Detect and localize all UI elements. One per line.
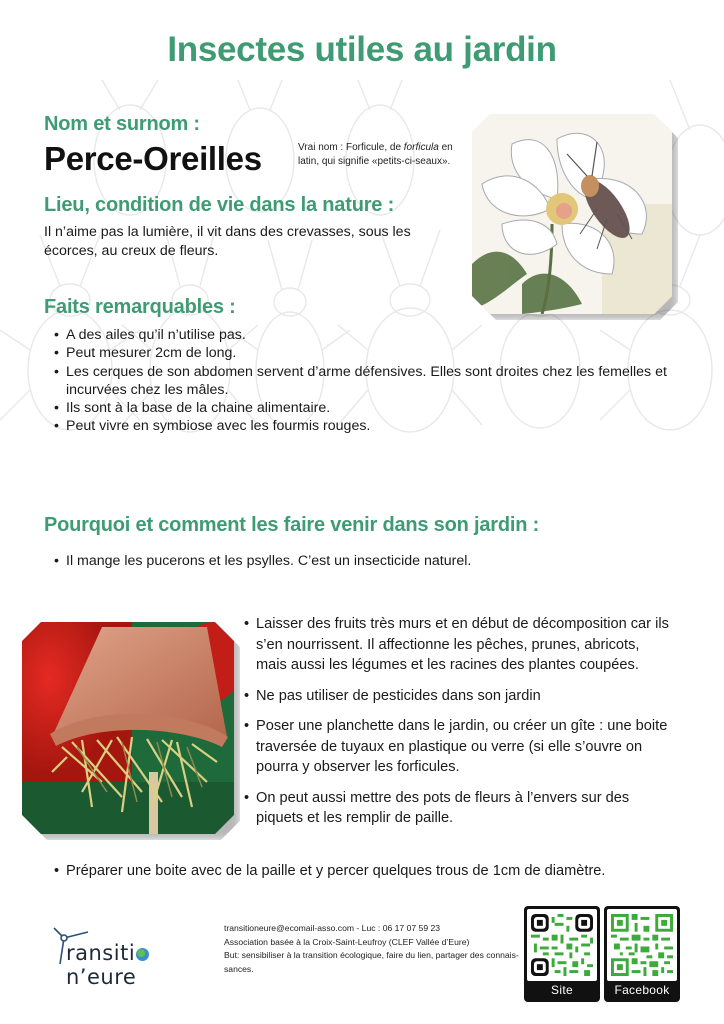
scientific-name-note: Vrai nom : Forficule, de forficula en latin, qui signifie «petits-ci-seaux». [298, 142, 453, 167]
qr-label-facebook: Facebook [614, 983, 670, 997]
attract-final-item: • Préparer une boite avec de la paille et y percer quelques trous de 1cm de diamètre. [54, 862, 694, 880]
facts-list [54, 326, 684, 436]
contact-info [224, 922, 524, 976]
qr-code-facebook[interactable] [604, 906, 680, 1002]
habitat-text: Il n’aime pas la lumière, il vit dans des crevasses, sous les écorces, au creux de fleurs. [44, 224, 411, 259]
attract-methods-list [244, 614, 674, 839]
attract-intro-item: • Il mange les pucerons et les psylles. C’est un insecticide naturel. [54, 552, 674, 570]
earwig-on-flower-icon [472, 114, 672, 314]
habitat-section-heading: Lieu, condition de vie dans la nature : [44, 194, 395, 216]
page-title: Insectes utiles au jardin [167, 30, 557, 69]
qr-code-icon [531, 914, 593, 976]
insect-common-name: Perce-Oreilles [44, 140, 262, 177]
flowerpot-photo [22, 622, 234, 834]
name-section-heading: Nom et surnom : [44, 113, 200, 135]
qr-code-site[interactable] [524, 906, 600, 1002]
address-line: Association basée à la Croix-Saint-Leufroy (CLEF Vallée d’Eure) [224, 936, 470, 947]
flowerpot-straw-icon [22, 622, 234, 834]
attract-final-list [54, 862, 694, 880]
attract-method-item: • On peut aussi mettre des pots de fleurs à l’envers sur des piquets et les remplir de paille. [244, 788, 674, 829]
fact-item: • A des ailes qu’il n’utilise pas. [54, 326, 684, 344]
fact-item: • Ils sont à la base de la chaine alimentaire. [54, 399, 684, 417]
globe-icon [136, 948, 149, 961]
qr-label-site: Site [551, 983, 573, 997]
attract-method-item: • Poser une planchette dans le jardin, ou créer un gîte : une boite traversée de tuyaux en plastique ou verre (si elle s’ouvre on pourra y observer les forficules. [244, 716, 674, 778]
logo-text: ransitin’eure [66, 941, 210, 989]
fact-item: • Les cerques de son abdomen servent d’arme défensives. Elles sont droites chez les femelles et incurvées chez les mâles. [54, 363, 684, 400]
earwig-illustration [472, 114, 672, 314]
goal-line: But: sensibiliser à la transition écologique, faire du lien, partager des connais-sances. [224, 950, 519, 974]
attract-intro-list [54, 552, 674, 570]
fact-item: • Peut vivre en symbiose avec les fourmis rouges. [54, 417, 684, 435]
attract-section-heading: Pourquoi et comment les faire venir dans son jardin : [44, 514, 540, 536]
fact-item: • Peut mesurer 2cm de long. [54, 344, 684, 362]
attract-method-item: • Ne pas utiliser de pesticides dans son jardin [244, 686, 674, 707]
qr-code-icon [611, 914, 673, 976]
attract-method-item: • Laisser des fruits très murs et en début de décomposition car ils s’en nourrissent. Il affectionne les pêches, prunes, abricots, mais aussi les légumes et les racines des plantes coupées. [244, 614, 674, 676]
transitioneure-logo [40, 918, 210, 989]
facts-section-heading: Faits remarquables : [44, 296, 236, 318]
contact-line: transitioneure@ecomail-asso.com - Luc : 06 17 07 59 23 [224, 923, 441, 933]
